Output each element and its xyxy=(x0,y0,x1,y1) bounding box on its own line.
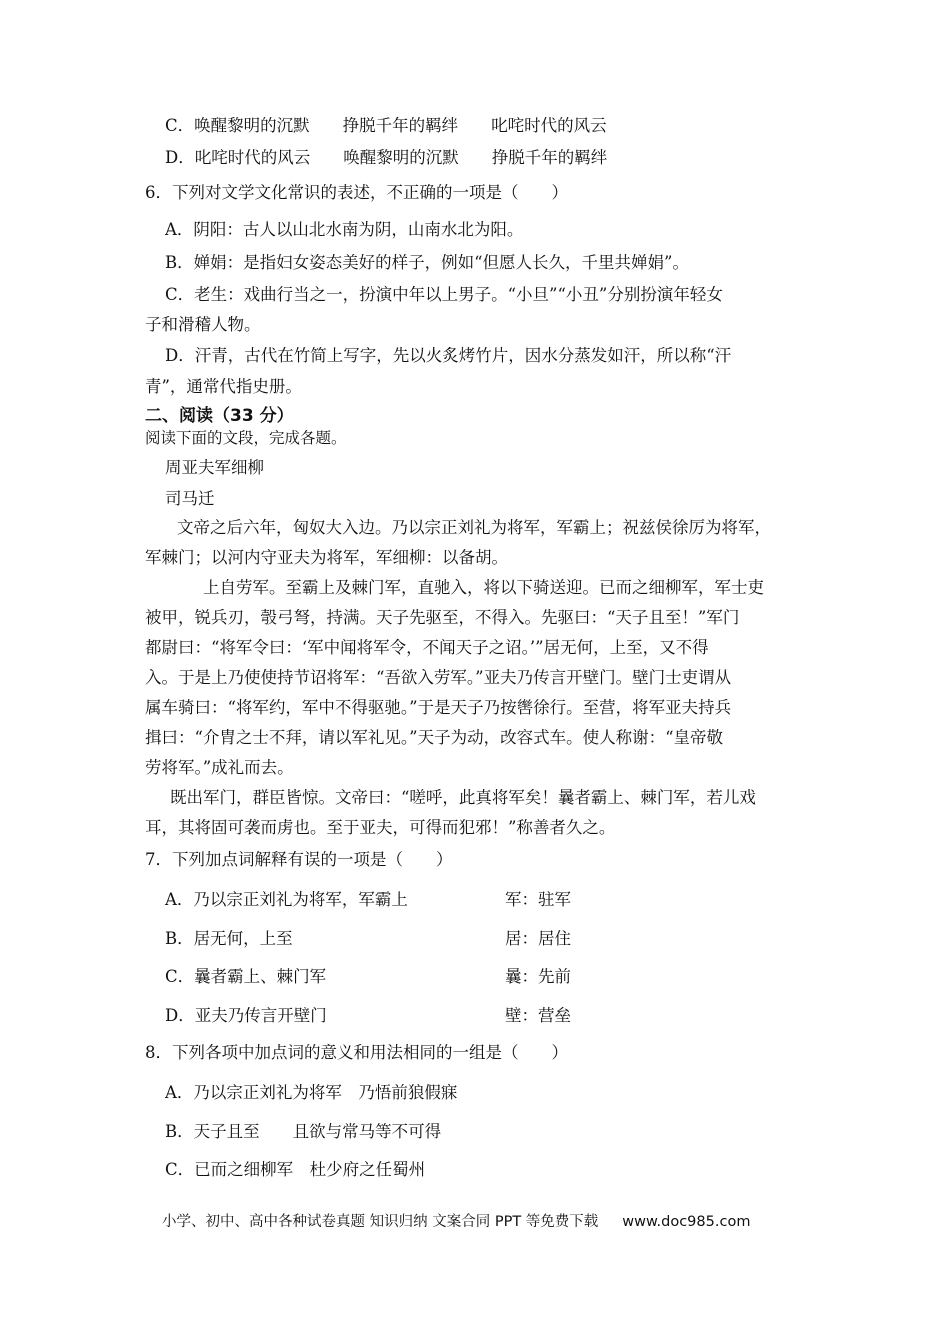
page-footer xyxy=(162,1210,750,1231)
passage-p2-line6: 揖曰：“介胄之士不拜，请以军礼见。”天子为动，改容式车。使人称谢：“皇帝敬 xyxy=(145,728,724,747)
passage-author: 司马迁 xyxy=(165,489,215,508)
q7-option-d: D．亚夫乃传言开壁门 xyxy=(165,1006,327,1025)
passage-title: 周亚夫军细柳 xyxy=(165,458,264,477)
q6-option-c-line2: 子和滑稽人物。 xyxy=(145,315,261,334)
q7-option-d-gloss: 壁：营垒 xyxy=(505,1006,571,1025)
section-heading: 二、阅读（33 分） xyxy=(145,406,294,426)
q7-option-a-gloss: 军：驻军 xyxy=(505,890,571,909)
q6-option-d-line1: D．汗青，古代在竹简上写字，先以火炙烤竹片，因水分蒸发如汗，所以称“汗 xyxy=(165,346,732,365)
footer-text: 小学、初中、高中各种试卷真题 知识归纳 文案合同 PPT 等免费下载 xyxy=(162,1214,599,1230)
passage-p3-line2: 耳，其将固可袭而虏也。至于亚夫，可得而犯邪！”称善者久之。 xyxy=(145,818,616,837)
passage-p2-line5: 属车骑曰：“将军约，军中不得驱驰。”于是天子乃按辔徐行。至营，将军亚夫持兵 xyxy=(145,698,732,717)
passage-p2-line4: 入。于是上乃使使持节诏将军：“吾欲入劳军。”亚夫乃传言开壁门。壁门士吏谓从 xyxy=(145,668,732,687)
q5-option-d: D．叱咤时代的风云 唤醒黎明的沉默 挣脱千年的羁绊 xyxy=(165,148,608,167)
q6-option-b: B．婵娟：是指妇女姿态美好的样子，例如“但愿人长久，千里共婵娟”。 xyxy=(165,253,689,272)
passage-p2-line2: 被甲，锐兵刃，彀弓弩，持满。天子先驱至，不得入。先驱曰：“天子且至！”军门 xyxy=(145,608,740,627)
q6-option-c-line1: C．老生：戏曲行当之一，扮演中年以上男子。“小旦”“小丑”分别扮演年轻女 xyxy=(165,285,723,304)
q5-option-c: C．唤醒黎明的沉默 挣脱千年的羁绊 叱咤时代的风云 xyxy=(165,116,607,135)
passage-p2-line7: 劳将军。”成礼而去。 xyxy=(145,758,294,777)
reading-instruction: 阅读下面的文段，完成各题。 xyxy=(145,429,347,447)
q6-stem: 6．下列对文学文化常识的表述，不正确的一项是（ ） xyxy=(145,183,568,202)
q8-stem: 8．下列各项中加点词的意义和用法相同的一组是（ ） xyxy=(145,1043,568,1062)
q7-option-b-gloss: 居：居住 xyxy=(505,929,571,948)
q6-option-d-line2: 青”，通常代指史册。 xyxy=(145,377,302,396)
passage-p1-line2: 军棘门；以河内守亚夫为将军，军细柳：以备胡。 xyxy=(145,548,508,567)
footer-site-link[interactable]: www.doc985.com xyxy=(622,1214,751,1230)
q8-option-a: A．乃以宗正刘礼为将军 乃悟前狼假寐 xyxy=(165,1083,458,1102)
passage-p1-line1: 文帝之后六年，匈奴大入边。乃以宗正刘礼为将军，军霸上；祝兹侯徐厉为将军， xyxy=(177,518,771,537)
q8-option-b: B．天子且至 且欲与常马等不可得 xyxy=(165,1122,442,1141)
q6-option-a: A．阴阳：古人以山北水南为阴，山南水北为阳。 xyxy=(165,220,524,239)
q7-option-a: A．乃以宗正刘礼为将军，军霸上 xyxy=(165,890,408,909)
passage-p2-line1: 上自劳军。至霸上及棘门军，直驰入，将以下骑送迎。已而之细柳军，军士吏 xyxy=(203,578,764,597)
q7-option-c-gloss: 曩：先前 xyxy=(505,967,571,986)
passage-p3-line1: 既出军门，群臣皆惊。文帝曰：“嗟呼，此真将军矣！曩者霸上、棘门军，若儿戏 xyxy=(170,788,756,807)
q7-option-c: C．曩者霸上、棘门军 xyxy=(165,967,327,986)
q7-option-b: B．居无何，上至 xyxy=(165,929,293,948)
q8-option-c: C．已而之细柳军 杜少府之任蜀州 xyxy=(165,1160,426,1179)
q7-stem: 7．下列加点词解释有误的一项是（ ） xyxy=(145,850,453,869)
passage-p2-line3: 都尉曰：“将军令曰：‘军中闻将军令，不闻天子之诏。’”居无何，上至，又不得 xyxy=(145,638,709,657)
